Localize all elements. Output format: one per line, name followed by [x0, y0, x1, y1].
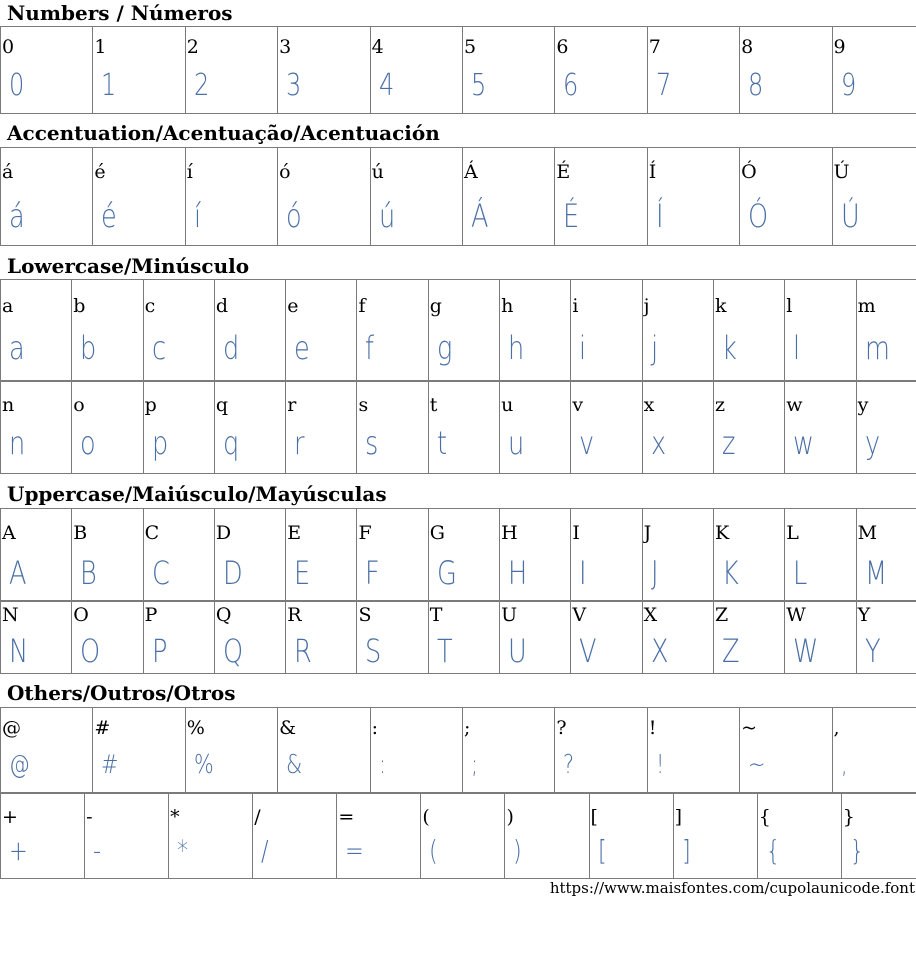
character-label: ó — [279, 161, 291, 183]
glyph-cell — [1, 601, 72, 674]
character-label: ] — [674, 806, 683, 828]
glyph-cell — [93, 708, 185, 794]
glyph-cell — [185, 27, 277, 114]
font-glyph-sample: ! — [655, 750, 665, 780]
glyph-cell — [337, 793, 421, 879]
glyph-cell — [757, 793, 841, 879]
glyph-cell — [286, 601, 357, 674]
glyph-cell — [214, 381, 285, 474]
font-glyph-sample: é — [101, 197, 118, 235]
character-label: o — [73, 394, 85, 416]
character-label: w — [786, 394, 803, 416]
character-label: ; — [463, 717, 471, 739]
font-glyph-sample: T — [436, 632, 453, 670]
character-label: + — [2, 806, 18, 828]
font-glyph-sample: r — [294, 424, 305, 462]
glyph-cell — [1, 381, 72, 474]
glyph-cell — [214, 280, 285, 382]
font-glyph-sample: n — [9, 424, 26, 462]
glyph-cell — [278, 708, 370, 794]
glyph-cell — [500, 509, 571, 602]
font-glyph-sample: D — [222, 554, 243, 592]
section-title-accentuation: Accentuation/Acentuação/Acentuación — [7, 121, 440, 145]
glyph-cell — [740, 708, 832, 794]
font-glyph-sample: N — [9, 632, 29, 670]
character-label: E — [287, 522, 302, 544]
glyph-cell — [185, 148, 277, 246]
font-glyph-sample: g — [436, 329, 453, 367]
character-label: G — [429, 522, 445, 544]
character-label: f — [358, 295, 366, 317]
lowercase-grid-row2 — [0, 380, 916, 474]
font-glyph-sample: o — [80, 424, 96, 462]
section-title-lowercase: Lowercase/Minúsculo — [7, 254, 250, 278]
glyph-cell — [856, 381, 916, 474]
font-glyph-sample: B — [80, 554, 98, 592]
font-glyph-sample: Ó — [748, 197, 769, 235]
character-label: 0 — [2, 36, 15, 58]
character-label: h — [501, 295, 514, 317]
character-label: Z — [714, 604, 729, 626]
glyph-cell — [832, 27, 916, 114]
font-glyph-sample: W — [793, 632, 819, 670]
font-glyph-sample: J — [650, 554, 659, 592]
glyph-cell — [589, 793, 673, 879]
character-label: * — [170, 806, 180, 828]
character-label: K — [714, 522, 730, 544]
font-glyph-sample: { — [765, 834, 780, 867]
font-glyph-sample: q — [222, 424, 240, 462]
character-label: ? — [556, 717, 567, 739]
font-glyph-sample: l — [793, 329, 801, 367]
character-label: c — [144, 295, 156, 317]
font-glyph-sample: k — [721, 329, 737, 367]
character-label: 4 — [371, 36, 384, 58]
glyph-cell — [357, 601, 428, 674]
character-label: l — [786, 295, 793, 317]
glyph-cell — [785, 601, 856, 674]
character-label: á — [2, 161, 14, 183]
glyph-cell — [286, 381, 357, 474]
character-label: & — [279, 717, 297, 739]
glyph-cell — [500, 280, 571, 382]
font-glyph-sample: 8 — [748, 68, 764, 103]
glyph-cell — [647, 27, 739, 114]
font-glyph-sample: s — [365, 424, 379, 462]
glyph-cell — [856, 601, 916, 674]
glyph-cell — [462, 27, 554, 114]
character-label: 3 — [279, 36, 292, 58]
character-label: : — [371, 717, 378, 739]
font-glyph-sample: ~ — [748, 750, 766, 780]
character-label: V — [572, 604, 587, 626]
font-glyph-sample: ) — [513, 834, 523, 867]
font-glyph-sample: : — [378, 750, 386, 780]
glyph-cell — [169, 793, 253, 879]
character-label: m — [857, 295, 876, 317]
font-glyph-sample: F — [365, 554, 381, 592]
character-label: Y — [857, 604, 871, 626]
font-glyph-sample: Á — [470, 197, 489, 235]
glyph-cell — [143, 601, 214, 674]
font-glyph-sample: C — [151, 554, 170, 592]
character-label: k — [714, 295, 727, 317]
font-glyph-sample: V — [579, 632, 597, 670]
font-glyph-sample: 7 — [655, 68, 672, 103]
character-label: q — [215, 394, 229, 416]
font-glyph-sample: % — [193, 750, 214, 780]
glyph-cell — [185, 708, 277, 794]
character-label: t — [429, 394, 438, 416]
character-label: % — [186, 717, 205, 739]
character-label: @ — [2, 717, 21, 739]
character-label: Ú — [833, 161, 850, 183]
font-glyph-sample: e — [294, 329, 310, 367]
font-glyph-sample: O — [80, 632, 101, 670]
font-glyph-sample: I — [579, 554, 587, 592]
source-url: https://www.maisfontes.com/cupolaunicode.font — [549, 879, 915, 897]
glyph-cell — [1, 148, 93, 246]
glyph-cell — [370, 708, 462, 794]
font-glyph-sample: X — [650, 632, 669, 670]
glyph-cell — [713, 601, 784, 674]
numbers-grid — [0, 26, 916, 114]
character-label: U — [501, 604, 518, 626]
glyph-cell — [642, 509, 713, 602]
font-glyph-sample: i — [579, 329, 587, 367]
character-label: = — [338, 806, 355, 828]
section-title-others: Others/Outros/Otros — [7, 681, 236, 705]
font-glyph-sample: G — [436, 554, 457, 592]
character-label: s — [358, 394, 369, 416]
character-label: R — [287, 604, 302, 626]
others-grid-row2 — [0, 792, 916, 879]
character-label: N — [2, 604, 19, 626]
font-glyph-sample: t — [436, 424, 447, 462]
font-glyph-sample: , — [840, 750, 848, 780]
character-label: Á — [463, 161, 478, 183]
font-glyph-sample: 3 — [286, 68, 302, 103]
glyph-cell — [428, 381, 499, 474]
font-glyph-sample: ] — [681, 834, 691, 867]
font-glyph-sample: E — [294, 554, 311, 592]
character-label: v — [572, 394, 584, 416]
glyph-cell — [500, 381, 571, 474]
character-label: p — [144, 394, 157, 416]
font-glyph-sample: U — [508, 632, 527, 670]
character-label: a — [2, 295, 14, 317]
font-glyph-sample: b — [80, 329, 97, 367]
glyph-cell — [500, 601, 571, 674]
character-label: 7 — [648, 36, 661, 58]
character-label: b — [73, 295, 86, 317]
glyph-cell — [278, 27, 370, 114]
font-glyph-sample: S — [365, 632, 382, 670]
font-glyph-sample: h — [508, 329, 525, 367]
character-label: { — [758, 806, 771, 828]
font-glyph-sample: Z — [721, 632, 740, 670]
character-label: / — [254, 806, 261, 828]
character-label: y — [857, 394, 869, 416]
font-glyph-sample: L — [793, 554, 808, 592]
glyph-cell — [841, 793, 916, 879]
font-glyph-sample: Í — [655, 197, 664, 235]
character-label: 6 — [556, 36, 569, 58]
font-glyph-sample: Y — [864, 632, 881, 670]
font-glyph-sample: = — [345, 834, 365, 867]
font-glyph-sample: ( — [429, 834, 439, 867]
glyph-cell — [428, 280, 499, 382]
glyph-cell — [286, 509, 357, 602]
glyph-cell — [1, 27, 93, 114]
font-glyph-sample: @ — [9, 750, 30, 780]
character-label: 2 — [186, 36, 199, 58]
glyph-cell — [785, 381, 856, 474]
glyph-cell — [428, 601, 499, 674]
character-label: F — [358, 522, 372, 544]
font-glyph-sample: f — [365, 329, 375, 367]
character-label: [ — [590, 806, 598, 828]
character-label: r — [287, 394, 297, 416]
font-glyph-sample: / — [261, 834, 269, 867]
glyph-cell — [143, 381, 214, 474]
glyph-cell — [856, 509, 916, 602]
character-label: z — [714, 394, 725, 416]
character-label: d — [215, 295, 229, 317]
character-label: M — [857, 522, 878, 544]
uppercase-grid-row1 — [0, 508, 916, 602]
font-glyph-sample: } — [849, 834, 865, 867]
glyph-cell — [785, 509, 856, 602]
character-label: 1 — [94, 36, 107, 58]
character-label: i — [572, 295, 579, 317]
character-label: H — [501, 522, 518, 544]
glyph-cell — [286, 280, 357, 382]
font-glyph-sample: 6 — [563, 68, 579, 103]
character-label: Ó — [741, 161, 757, 183]
character-label: L — [786, 522, 799, 544]
character-label: D — [215, 522, 232, 544]
character-label: Q — [215, 604, 232, 626]
glyph-cell — [642, 280, 713, 382]
glyph-cell — [740, 148, 832, 246]
font-glyph-sample: M — [864, 554, 887, 592]
glyph-cell — [72, 601, 143, 674]
glyph-cell — [647, 148, 739, 246]
font-glyph-sample: & — [286, 750, 303, 780]
font-glyph-sample: m — [864, 329, 890, 367]
font-glyph-sample: K — [721, 554, 739, 592]
font-glyph-sample: [ — [597, 834, 607, 867]
character-label: J — [643, 522, 652, 544]
character-label: - — [86, 806, 93, 828]
character-label: u — [501, 394, 514, 416]
glyph-cell — [785, 280, 856, 382]
font-glyph-sample: d — [222, 329, 240, 367]
glyph-cell — [85, 793, 169, 879]
glyph-cell — [1, 793, 85, 879]
font-glyph-sample: 2 — [193, 68, 210, 103]
character-label: I — [572, 522, 580, 544]
font-glyph-sample: á — [9, 197, 25, 235]
font-glyph-sample: 9 — [840, 68, 856, 103]
character-label: , — [833, 717, 840, 739]
glyph-cell — [1, 708, 93, 794]
font-glyph-sample: + — [9, 834, 28, 867]
section-title-uppercase: Uppercase/Maiúsculo/Mayúsculas — [7, 482, 387, 506]
glyph-cell — [214, 509, 285, 602]
glyph-cell — [143, 509, 214, 602]
font-glyph-sample: * — [177, 834, 189, 867]
character-label: í — [186, 161, 193, 183]
character-label: A — [2, 522, 16, 544]
character-label: É — [556, 161, 571, 183]
font-glyph-sample: É — [563, 197, 580, 235]
glyph-cell — [278, 148, 370, 246]
glyph-cell — [93, 148, 185, 246]
glyph-cell — [253, 793, 337, 879]
glyph-cell — [505, 793, 589, 879]
character-label: S — [358, 604, 372, 626]
glyph-cell — [72, 381, 143, 474]
font-glyph-sample: Q — [222, 632, 244, 670]
glyph-cell — [713, 509, 784, 602]
character-label: x — [643, 394, 655, 416]
character-label: T — [429, 604, 443, 626]
glyph-cell — [357, 280, 428, 382]
character-label: } — [842, 806, 855, 828]
glyph-cell — [571, 381, 642, 474]
character-label: W — [786, 604, 806, 626]
glyph-cell — [370, 27, 462, 114]
glyph-cell — [647, 708, 739, 794]
font-glyph-sample: # — [101, 750, 119, 780]
font-glyph-sample: ? — [563, 750, 575, 780]
glyph-cell — [642, 381, 713, 474]
glyph-cell — [673, 793, 757, 879]
glyph-cell — [555, 708, 647, 794]
font-glyph-sample: x — [650, 424, 666, 462]
character-label: P — [144, 604, 158, 626]
font-glyph-sample: u — [508, 424, 525, 462]
uppercase-grid-row2 — [0, 600, 916, 674]
character-label: X — [643, 604, 658, 626]
character-label: Í — [648, 161, 657, 183]
character-label: ú — [371, 161, 384, 183]
character-label: j — [643, 295, 650, 317]
glyph-cell — [713, 280, 784, 382]
glyph-cell — [571, 509, 642, 602]
character-label: ! — [648, 717, 657, 739]
glyph-cell — [832, 148, 916, 246]
character-label: ~ — [741, 717, 758, 739]
accentuation-grid — [0, 147, 916, 246]
font-glyph-sample: H — [508, 554, 528, 592]
font-glyph-sample: Ú — [840, 197, 860, 235]
section-title-numbers: Numbers / Números — [7, 1, 233, 25]
font-glyph-sample: y — [864, 424, 880, 462]
font-glyph-sample: z — [721, 424, 736, 462]
character-label: 9 — [833, 36, 846, 58]
font-glyph-sample: w — [793, 424, 815, 462]
font-glyph-sample: c — [151, 329, 166, 367]
character-label: g — [429, 295, 442, 317]
character-label: e — [287, 295, 299, 317]
glyph-cell — [832, 708, 916, 794]
glyph-cell — [462, 148, 554, 246]
font-glyph-sample: R — [294, 632, 312, 670]
font-glyph-sample: a — [9, 329, 25, 367]
font-glyph-sample: 0 — [9, 68, 25, 103]
glyph-cell — [642, 601, 713, 674]
others-grid-row1 — [0, 707, 916, 794]
character-label: n — [2, 394, 15, 416]
character-label: O — [73, 604, 89, 626]
glyph-cell — [571, 280, 642, 382]
font-glyph-sample: p — [151, 424, 168, 462]
font-glyph-sample: v — [579, 424, 595, 462]
font-glyph-sample: ; — [470, 750, 478, 780]
font-glyph-sample: 5 — [470, 68, 487, 103]
glyph-cell — [1, 509, 72, 602]
glyph-cell — [555, 27, 647, 114]
character-label: ( — [422, 806, 430, 828]
glyph-cell — [72, 280, 143, 382]
font-glyph-sample: í — [193, 197, 201, 235]
glyph-cell — [214, 601, 285, 674]
font-glyph-sample: ú — [378, 197, 395, 235]
glyph-cell — [856, 280, 916, 382]
character-label: 8 — [741, 36, 754, 58]
font-glyph-sample: A — [9, 554, 27, 592]
font-glyph-sample: 4 — [378, 68, 394, 103]
glyph-cell — [357, 509, 428, 602]
font-glyph-sample: - — [93, 834, 102, 867]
character-label: B — [73, 522, 88, 544]
glyph-cell — [428, 509, 499, 602]
glyph-cell — [555, 148, 647, 246]
character-label: é — [94, 161, 106, 183]
glyph-cell — [357, 381, 428, 474]
font-glyph-sample: 1 — [101, 68, 117, 103]
character-label: C — [144, 522, 160, 544]
character-label: 5 — [463, 36, 477, 58]
glyph-cell — [370, 148, 462, 246]
lowercase-grid-row1 — [0, 279, 916, 382]
glyph-cell — [462, 708, 554, 794]
glyph-cell — [143, 280, 214, 382]
glyph-cell — [421, 793, 505, 879]
glyph-cell — [93, 27, 185, 114]
glyph-cell — [1, 280, 72, 382]
font-glyph-sample: ó — [286, 197, 302, 235]
glyph-cell — [571, 601, 642, 674]
glyph-cell — [740, 27, 832, 114]
character-label: # — [94, 717, 111, 739]
font-glyph-sample: P — [151, 632, 168, 670]
glyph-cell — [72, 509, 143, 602]
glyph-cell — [713, 381, 784, 474]
character-label: ) — [506, 806, 514, 828]
font-glyph-sample: j — [650, 329, 658, 367]
